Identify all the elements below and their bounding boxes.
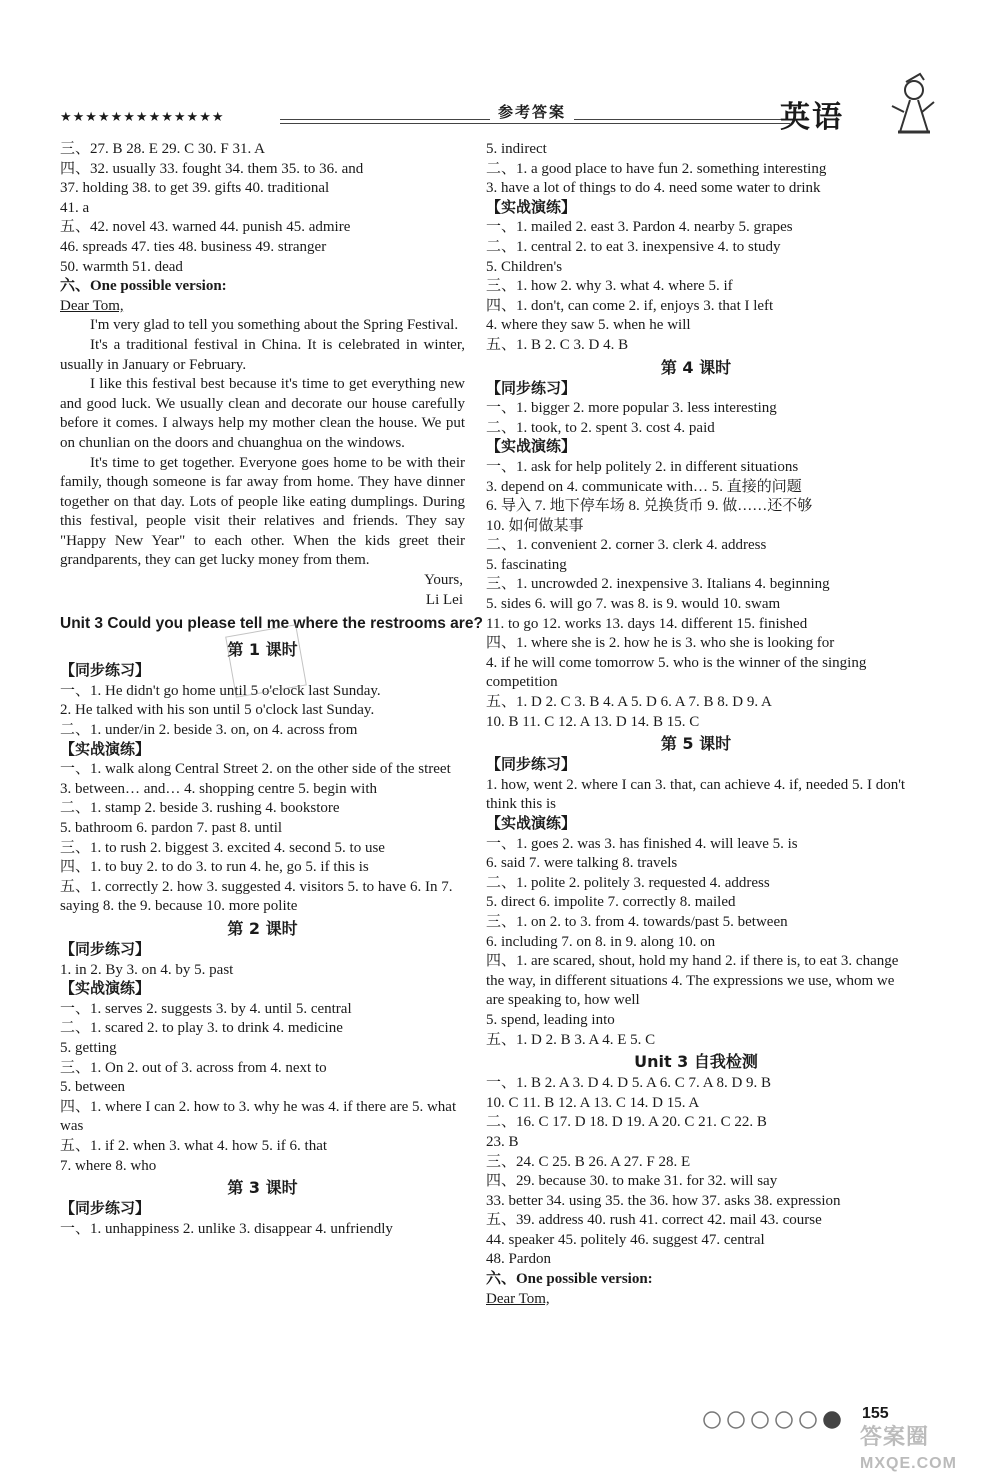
- answer-line: 五、1. D 2. B 3. A 4. E 5. C: [486, 1031, 656, 1048]
- subject-title: 英语: [780, 100, 844, 135]
- stamp-mark: [225, 624, 307, 698]
- answer-line: 5. Children's: [486, 258, 563, 275]
- answer-line: 一、1. unhappiness 2. unlike 3. disappear 4. unfriendly: [60, 1220, 393, 1237]
- section-heading: 【同步练习】: [486, 380, 577, 397]
- section-heading: 【实战演练】: [486, 816, 577, 832]
- lesson-title: 第 1 课时: [227, 640, 298, 660]
- answer-line: 1. in 2. By 3. on 4. by 5. past: [60, 961, 234, 978]
- essay-signature: Li Lei: [425, 591, 463, 608]
- answer-line: 五、39. address 40. rush 41. correct 42. mail 43. course: [486, 1212, 822, 1229]
- answer-line: 5. direct 6. impolite 7. correctly 8. mailed: [486, 894, 736, 911]
- essay-paragraph: It's time to get together. Everyone goes home to be with their family, though someone is far away from home. They have dinner together on that day. Lots of people like eating dumplings. During this festival, people visit their relatives and friends. They say "Happy New Year" to each other. When the kids greet their grandparents, they can get lucky money from them.: [60, 454, 465, 569]
- essay-signature: Yours,: [424, 572, 463, 589]
- answer-line: 三、1. how 2. why 3. what 4. where 5. if: [486, 278, 733, 295]
- watermark-text: 答案圈: [860, 1424, 930, 1449]
- answer-line: 三、24. C 25. B 26. A 27. F 28. E: [486, 1153, 691, 1170]
- page-header: [60, 100, 940, 140]
- answer-line: 二、1. stamp 2. beside 3. rushing 4. bookstore: [60, 800, 340, 817]
- answer-line: 44. speaker 45. politely 46. suggest 47. central: [486, 1231, 765, 1248]
- watermark: [860, 1420, 957, 1473]
- answer-line: 五、1. if 2. when 3. what 4. how 5. if 6. that: [60, 1137, 328, 1154]
- answer-line: 7. where 8. who: [60, 1157, 157, 1174]
- answer-line: 二、1. took, to 2. spent 3. cost 4. paid: [486, 419, 715, 436]
- answer-line: 4. if he will come tomorrow 5. who is the winner of the singing competition: [486, 654, 867, 691]
- answer-line: 6. including 7. on 8. in 9. along 10. on: [486, 933, 716, 950]
- answer-line: 二、1. scared 2. to play 3. to drink 4. medicine: [60, 1020, 343, 1037]
- answer-line: 二、1. polite 2. politely 3. requested 4. address: [486, 874, 770, 891]
- answer-line: 10. 如何做某事: [486, 517, 584, 534]
- lesson-title: 第 5 课时: [660, 734, 732, 754]
- answer-line: 二、1. convenient 2. corner 3. clerk 4. address: [486, 537, 767, 554]
- answer-line: 四、32. usually 33. fought 34. them 35. to 36. and: [60, 160, 364, 177]
- section-heading: 【同步练习】: [60, 663, 151, 680]
- answer-line: 50. warmth 51. dead: [60, 258, 183, 275]
- essay-paragraph: I'm very glad to tell you something about the Spring Festival.: [90, 317, 459, 334]
- right-column: [486, 140, 906, 1309]
- answer-line: 5. sides 6. will go 7. was 8. is 9. would 10. swam: [486, 596, 781, 613]
- essay-salutation: Dear Tom,: [486, 1290, 550, 1307]
- answer-line: 一、1. serves 2. suggests 3. by 4. until 5. central: [60, 1000, 352, 1017]
- essay-paragraph: I like this festival best because it's time to get everything new and good luck. We usually clean and decorate our house carefully before it comes. I always help my mother clean the house. We put on chunlian on the doors and chuanghua on the windows.: [60, 376, 465, 451]
- answer-line: 37. holding 38. to get 39. gifts 40. traditional: [60, 180, 330, 197]
- answer-line: 一、1. bigger 2. more popular 3. less interesting: [486, 400, 777, 417]
- answer-line: 6. said 7. were talking 8. travels: [486, 855, 678, 872]
- unit-title: Unit 3 Could you please tell me where the restrooms are?: [60, 615, 483, 633]
- answer-line: 二、16. C 17. D 18. D 19. A 20. C 21. C 22. B: [486, 1114, 767, 1131]
- answer-line: 一、1. B 2. A 3. D 4. D 5. A 6. C 7. A 8. D 9. B: [486, 1075, 772, 1092]
- answer-line: 5. indirect: [486, 141, 547, 157]
- answer-line: 23. B: [486, 1133, 519, 1150]
- answer-line: 4. where they saw 5. when he will: [486, 317, 691, 334]
- section-heading: 【同步练习】: [60, 1201, 151, 1218]
- section-heading: 【实战演练】: [60, 981, 151, 998]
- section-heading: 六、One possible version:: [486, 1271, 653, 1288]
- lesson-title: 第 2 课时: [227, 918, 298, 938]
- answer-line: 10. B 11. C 12. A 13. D 14. B 15. C: [486, 713, 700, 730]
- answer-line: 三、1. On 2. out of 3. across from 4. next to: [60, 1059, 327, 1076]
- section-heading: 【实战演练】: [486, 439, 577, 456]
- answer-line: 6. 导入 7. 地下停车场 8. 兑换货币 9. 做……还不够: [486, 498, 813, 515]
- answer-line: 四、1. to buy 2. to do 3. to run 4. he, go 5. if this is: [60, 859, 369, 876]
- answer-line: 四、1. don't, can come 2. if, enjoys 3. that I left: [486, 297, 774, 314]
- answer-line: 三、1. to rush 2. biggest 3. excited 4. second 5. to use: [60, 839, 385, 856]
- watermark-url: MXQE.COM: [860, 1455, 957, 1472]
- answer-line: 三、1. on 2. to 3. from 4. towards/past 5. between: [486, 913, 788, 930]
- answer-line: 3. depend on 4. communicate with… 5. 直接的问题: [486, 478, 802, 495]
- answer-line: 一、1. ask for help politely 2. in different situations: [486, 458, 799, 475]
- lesson-title: 第 4 课时: [660, 357, 732, 377]
- mascot-icon: [880, 72, 940, 142]
- answer-line: 一、1. He didn't go home until 5 o'clock last Sunday.: [60, 682, 381, 699]
- section-heading: 【同步练习】: [486, 757, 577, 774]
- answer-line: 五、1. D 2. C 3. B 4. A 5. D 6. A 7. B 8. D 9. A: [486, 694, 772, 711]
- section-heading: 【实战演练】: [60, 741, 151, 758]
- section-heading: 【同步练习】: [60, 941, 151, 958]
- answer-line: 五、1. correctly 2. how 3. suggested 4. visitors 5. to have 6. In 7. saying 8. the 9. because 10. more polite: [60, 878, 453, 915]
- answer-line: 10. C 11. B 12. A 13. C 14. D 15. A: [486, 1094, 700, 1111]
- answer-line: 二、1. central 2. to eat 3. inexpensive 4. to study: [486, 238, 781, 255]
- answer-line: 四、1. are scared, shout, hold my hand 2. if there is, to eat 3. change the way, in different situations 4. The expressions we use, whom we are speaking to, how well: [486, 953, 899, 1009]
- answer-line: 一、1. mailed 2. east 3. Pardon 4. nearby 5. grapes: [486, 219, 793, 236]
- answer-line: 四、1. where I can 2. how to 3. why he was 4. if there are 5. what was: [60, 1098, 457, 1135]
- answer-line: 五、1. B 2. C 3. D 4. B: [486, 336, 629, 353]
- header-stars: ★★★★★★★★★★★★★: [60, 110, 225, 125]
- answer-line: 48. Pardon: [486, 1251, 551, 1268]
- answer-line: 46. spreads 47. ties 48. business 49. stranger: [60, 238, 327, 255]
- answer-line: 5. spend, leading into: [486, 1011, 615, 1028]
- answer-line: 四、29. because 30. to make 31. for 32. will say: [486, 1173, 778, 1190]
- answer-line: 5. between: [60, 1079, 125, 1096]
- answer-line: 5. bathroom 6. pardon 7. past 8. until: [60, 820, 283, 836]
- answer-line: 五、42. novel 43. warned 44. punish 45. admire: [60, 219, 351, 236]
- lesson-title: 第 3 课时: [227, 1178, 298, 1198]
- section-heading: 【实战演练】: [486, 199, 577, 216]
- lesson-title: Unit 3 自我检测: [634, 1052, 758, 1072]
- answer-line: 33. better 34. using 35. the 36. how 37. asks 38. expression: [486, 1192, 841, 1209]
- answer-line: 四、1. where she is 2. how he is 3. who she is looking for: [486, 635, 835, 652]
- answer-line: 11. to go 12. works 13. days 14. different 15. finished: [486, 615, 808, 632]
- answer-line: 三、27. B 28. E 29. C 30. F 31. A: [60, 141, 266, 157]
- answer-line: 5. getting: [60, 1039, 117, 1056]
- essay-salutation: Dear Tom,: [60, 297, 124, 314]
- answer-line: 41. a: [60, 199, 90, 216]
- section-heading: 六、One possible version:: [60, 278, 227, 295]
- answer-line: 二、1. a good place to have fun 2. something interesting: [486, 160, 827, 177]
- answer-line: 一、1. goes 2. was 3. has finished 4. will leave 5. is: [486, 835, 798, 852]
- answer-line: 二、1. under/in 2. beside 3. on, on 4. across from: [60, 722, 358, 739]
- answer-line: 三、1. uncrowded 2. inexpensive 3. Italians 4. beginning: [486, 576, 830, 593]
- header-title: 参考答案: [490, 101, 574, 122]
- essay-paragraph: It's a traditional festival in China. It is celebrated in winter, usually in January or February.: [60, 336, 465, 373]
- answer-line: 一、1. walk along Central Street 2. on the other side of the street 3. between… and… 4. shopping centre 5. begin with: [60, 761, 451, 797]
- answer-line: 5. fascinating: [486, 556, 567, 573]
- page-number: 155: [862, 1405, 889, 1422]
- answer-line: 3. have a lot of things to do 4. need some water to drink: [486, 180, 821, 197]
- answer-line: 2. He talked with his son until 5 o'clock last Sunday.: [60, 702, 375, 719]
- answer-line: 1. how, went 2. where I can 3. that, can achieve 4. if, needed 5. I don't think this is: [486, 776, 906, 813]
